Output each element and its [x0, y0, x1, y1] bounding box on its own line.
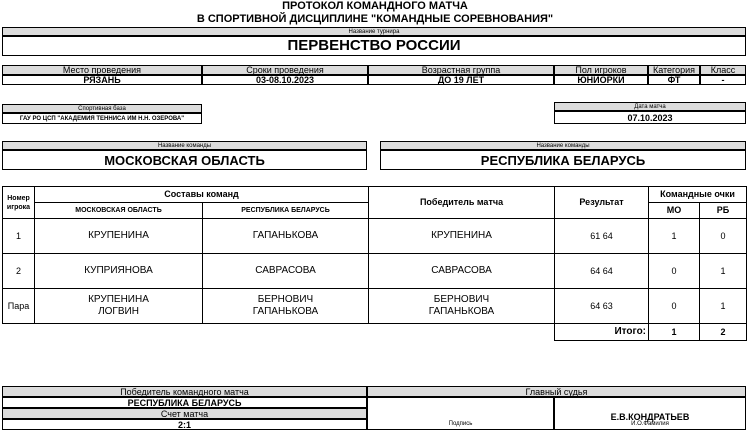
team1-label: Название команды [2, 141, 367, 150]
player-number: 2 [3, 254, 35, 289]
chief-judge-label: Главный судья [367, 386, 746, 397]
col-points-team1: МО [649, 203, 700, 219]
team1-player: КУПРИЯНОВА [35, 254, 203, 289]
table-row [3, 289, 747, 324]
category-value: ФТ [648, 75, 700, 85]
judge-name-label: И.О.Фамилия [631, 421, 669, 427]
points-team2: 1 [700, 254, 747, 289]
dates-label: Сроки проведения [202, 65, 368, 75]
col-team1: МОСКОВСКАЯ ОБЛАСТЬ [35, 203, 203, 219]
tournament-name: ПЕРВЕНСТВО РОССИИ [2, 36, 746, 56]
base-label: Спортивная база [2, 104, 202, 113]
base-value: ГАУ РО ЦСП "АКАДЕМИЯ ТЕННИСА ИМ Н.Н. ОЗЕРОВА" [2, 113, 202, 124]
dates-value: 03-08.10.2023 [202, 75, 368, 85]
table-row [3, 219, 747, 254]
title-line-1: ПРОТОКОЛ КОМАНДНОГО МАТЧА [282, 0, 468, 12]
col-team2: РЕСПУБЛИКА БЕЛАРУСЬ [203, 203, 369, 219]
judge-name-box [554, 397, 746, 430]
class-value: - [700, 75, 746, 85]
points-team1: 0 [649, 254, 700, 289]
team1-player: КРУПЕНИНА [35, 219, 203, 254]
protocol-title [0, 0, 750, 26]
total-team2: 2 [700, 324, 747, 341]
col-points-team2: РБ [700, 203, 747, 219]
score-label: Счет матча [2, 408, 367, 419]
tournament-label: Название турнира [2, 27, 746, 36]
col-rosters: Составы команд [35, 187, 369, 203]
age-value: ДО 19 ЛЕТ [368, 75, 554, 85]
team1-name: МОСКОВСКАЯ ОБЛАСТЬ [2, 150, 367, 170]
judge-name: Е.В.КОНДРАТЬЕВ [610, 412, 690, 422]
team2-player: БЕРНОВИЧ ГАПАНЬКОВА [203, 289, 369, 324]
match-winner: БЕРНОВИЧ ГАПАНЬКОВА [369, 289, 555, 324]
match-table [2, 186, 747, 341]
player-number: Пара [3, 289, 35, 324]
age-label: Возрастная группа [368, 65, 554, 75]
match-winner: КРУПЕНИНА [369, 219, 555, 254]
col-winner: Победитель матча [369, 187, 555, 219]
category-label: Категория [648, 65, 700, 75]
match-result: 61 64 [555, 219, 649, 254]
match-winner: САВРАСОВА [369, 254, 555, 289]
team-winner-label: Победитель командного матча [2, 386, 367, 397]
venue-value: РЯЗАНЬ [2, 75, 202, 85]
col-team-points: Командные очки [649, 187, 747, 203]
points-team2: 1 [700, 289, 747, 324]
total-team1: 1 [649, 324, 700, 341]
match-date-value: 07.10.2023 [554, 111, 746, 124]
team2-player: ГАПАНЬКОВА [203, 219, 369, 254]
match-result: 64 64 [555, 254, 649, 289]
team2-name: РЕСПУБЛИКА БЕЛАРУСЬ [380, 150, 746, 170]
class-label: Класс [700, 65, 746, 75]
table-row [3, 254, 747, 289]
score-value: 2:1 [2, 419, 367, 430]
team-winner-value: РЕСПУБЛИКА БЕЛАРУСЬ [2, 397, 367, 408]
points-team1: 0 [649, 289, 700, 324]
team1-player: КРУПЕНИНА ЛОГВИН [35, 289, 203, 324]
match-date-label: Дата матча [554, 102, 746, 111]
gender-label: Пол игроков [554, 65, 648, 75]
signature-label: Подпись [448, 421, 473, 427]
points-team2: 0 [700, 219, 747, 254]
team2-player: САВРАСОВА [203, 254, 369, 289]
player-number: 1 [3, 219, 35, 254]
points-team1: 1 [649, 219, 700, 254]
gender-value: ЮНИОРКИ [554, 75, 648, 85]
venue-label: Место проведения [2, 65, 202, 75]
total-label: Итого: [555, 324, 649, 341]
col-result: Результат [555, 187, 649, 219]
signature-box [367, 397, 554, 430]
title-line-2: В СПОРТИВНОЙ ДИСЦИПЛИНЕ "КОМАНДНЫЕ СОРЕВНОВАНИЯ" [196, 13, 554, 25]
match-result: 64 63 [555, 289, 649, 324]
team2-label: Название команды [380, 141, 746, 150]
col-player-number: Номер игрока [3, 187, 35, 219]
